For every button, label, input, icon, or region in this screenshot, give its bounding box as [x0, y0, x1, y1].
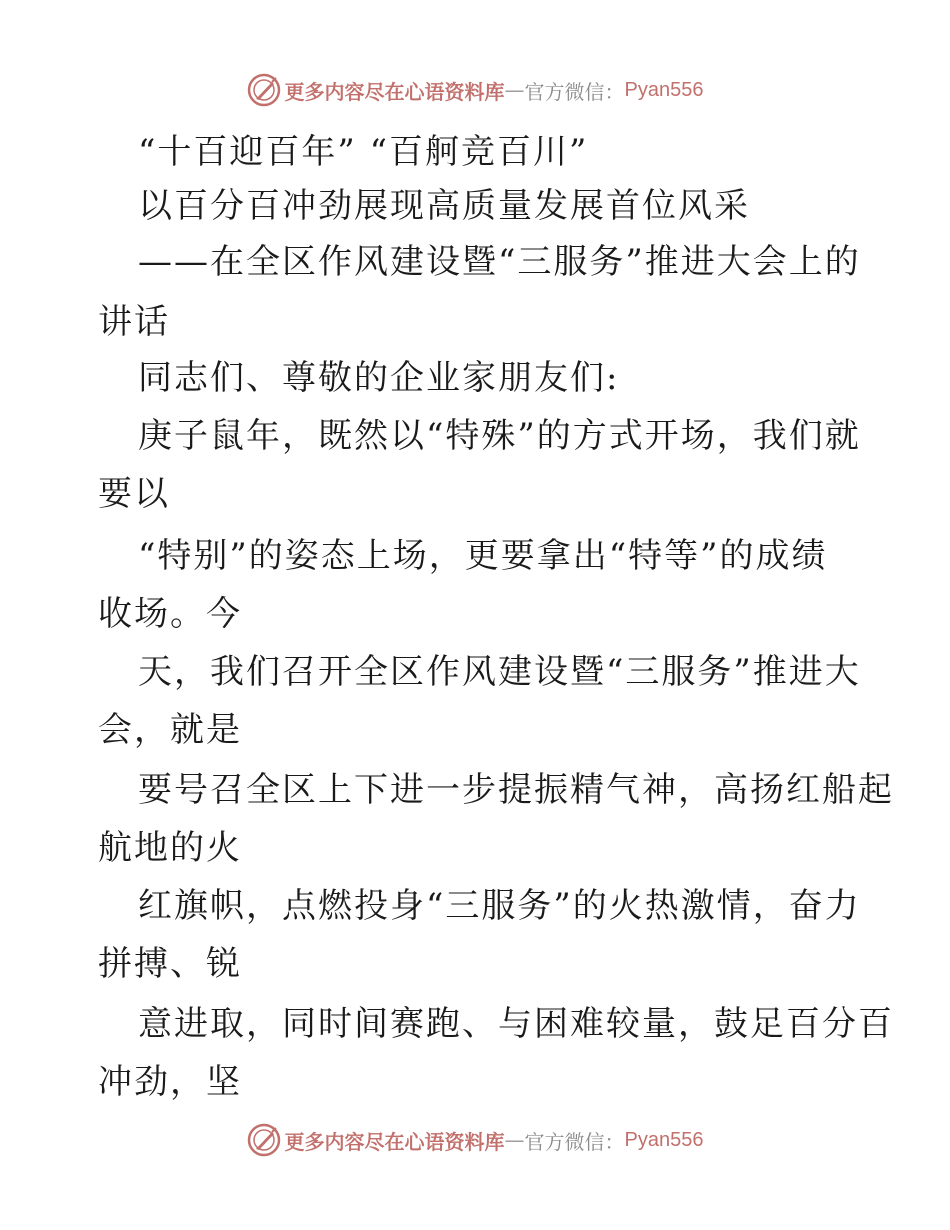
- quill-logo-icon: [247, 73, 281, 107]
- watermark-label: 官方微信：: [524, 79, 625, 104]
- watermark-wechat-id: Pyan556: [624, 78, 704, 101]
- watermark-separator: —: [504, 1128, 525, 1152]
- paragraph-line: 会，就是: [98, 710, 242, 750]
- paragraph-line: 收场。今: [98, 594, 242, 634]
- document-salutation: 同志们、尊敬的企业家朋友们:: [138, 358, 620, 398]
- watermark-label: 官方微信：: [524, 1129, 625, 1154]
- paragraph-line: 航地的火: [98, 828, 242, 868]
- paragraph-line: 天，我们召开全区作风建设暨“三服务”推进大: [138, 652, 861, 692]
- paragraph-line: 冲劲，坚: [98, 1062, 242, 1102]
- document-occasion-line-cont: 讲话: [98, 302, 170, 342]
- footer-watermark-banner: [0, 1120, 950, 1160]
- header-watermark-banner: [0, 70, 950, 110]
- watermark-main-text: 更多内容尽在心语资料库: [284, 1129, 505, 1154]
- paragraph-line: 意进取，同时间赛跑、与困难较量，鼓足百分百: [138, 1004, 894, 1044]
- watermark-separator: —: [504, 78, 525, 102]
- watermark-wechat-id: Pyan556: [624, 1128, 704, 1151]
- paragraph-line: 要以: [98, 474, 170, 514]
- document-occasion-line: ——在全区作风建设暨“三服务”推进大会上的: [138, 242, 861, 282]
- watermark-text: [285, 1126, 704, 1155]
- paragraph-line: “特别”的姿态上场，更要拿出“特等”的成绩: [138, 536, 828, 576]
- watermark-main-text: 更多内容尽在心语资料库: [284, 79, 505, 104]
- paragraph-line: 红旗帜，点燃投身“三服务”的火热激情，奋力: [138, 886, 861, 926]
- paragraph-line: 庚子鼠年，既然以“特殊”的方式开场，我们就: [138, 416, 861, 456]
- document-subtitle: 以百分百冲劲展现高质量发展首位风采: [138, 186, 750, 226]
- watermark-text: [285, 76, 704, 105]
- paragraph-line: 拼搏、锐: [98, 944, 242, 984]
- quill-logo-icon: [247, 1123, 281, 1157]
- document-title: “十百迎百年” “百舸竞百川”: [138, 132, 589, 172]
- paragraph-line: 要号召全区上下进一步提振精气神，高扬红船起: [138, 770, 894, 810]
